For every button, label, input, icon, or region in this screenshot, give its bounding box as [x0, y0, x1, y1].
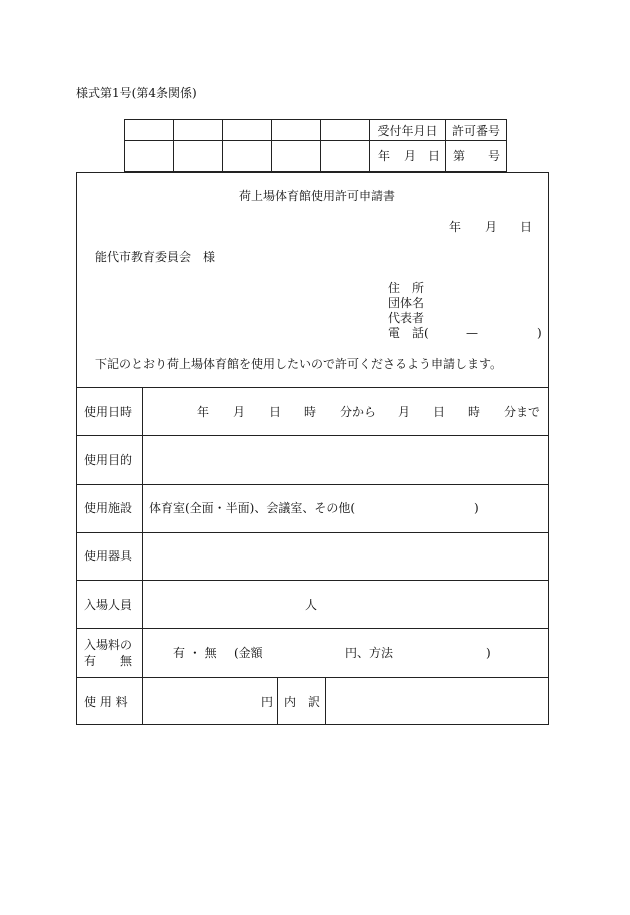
received-year: 年	[378, 149, 391, 163]
fee-yen: 円	[261, 695, 274, 709]
stamp-cell[interactable]	[174, 120, 223, 141]
stamp-cell[interactable]	[125, 141, 174, 172]
start-month: 月	[233, 405, 246, 419]
application-year: 年	[449, 220, 462, 234]
attendance-field[interactable]	[143, 581, 549, 628]
usage-datetime-label: 使用日時	[84, 405, 133, 419]
admission-amount: (金額	[234, 646, 263, 660]
admission-options: 有 ・ 無	[173, 646, 217, 660]
stamp-cell[interactable]	[321, 141, 370, 172]
form-reference: 様式第1号(第4条関係)	[76, 86, 197, 100]
usage-facility-label: 使用施設	[84, 501, 133, 515]
stamp-cell[interactable]	[223, 120, 272, 141]
admission-label-line2: 有 無	[84, 654, 133, 668]
usage-purpose-field[interactable]	[143, 436, 549, 484]
phone-label: 電 話(	[388, 326, 429, 340]
stamp-cell[interactable]	[125, 120, 174, 141]
received-day: 日	[428, 149, 441, 163]
phone-dash: —	[466, 326, 478, 340]
usage-purpose-label: 使用目的	[84, 453, 133, 467]
stamp-cell[interactable]	[272, 120, 321, 141]
start-hour: 時	[304, 405, 317, 419]
representative-label: 代表者	[388, 311, 425, 325]
usage-equipment-field[interactable]	[143, 533, 549, 580]
group-name-label: 団体名	[388, 296, 425, 310]
facility-close: )	[474, 501, 479, 515]
usage-equipment-label: 使用器具	[84, 549, 133, 563]
addressee: 能代市教育委員会 様	[95, 250, 216, 264]
address-label: 住 所	[388, 281, 425, 295]
application-month: 月	[485, 220, 498, 234]
end-day: 日	[433, 405, 446, 419]
stamp-cell[interactable]	[223, 141, 272, 172]
end-month: 月	[398, 405, 411, 419]
fee-label: 使 用 料	[84, 695, 128, 709]
start-minute: 分から	[340, 405, 377, 419]
received-date-cell[interactable]	[370, 141, 446, 172]
admission-field[interactable]	[143, 629, 549, 677]
application-day: 日	[520, 220, 533, 234]
permit-number-cell[interactable]	[446, 141, 507, 172]
usage-facility-field[interactable]	[143, 485, 549, 532]
breakdown-field[interactable]	[326, 678, 549, 725]
permit-go: 号	[488, 149, 501, 163]
permit-dai: 第	[453, 149, 466, 163]
admission-close: )	[486, 646, 491, 660]
stamp-table	[124, 119, 507, 172]
admission-label-line1: 入場料の	[84, 638, 133, 652]
stamp-cell[interactable]	[321, 120, 370, 141]
stamp-cell[interactable]	[272, 141, 321, 172]
usage-datetime-field[interactable]	[143, 388, 549, 435]
phone-close: )	[537, 326, 542, 340]
admission-yen-method: 円、方法	[345, 646, 394, 660]
start-year: 年	[197, 405, 210, 419]
start-day: 日	[269, 405, 282, 419]
received-date-header: 受付年月日	[370, 120, 446, 141]
end-minute: 分まで	[504, 405, 541, 419]
form-title: 荷上場体育館使用許可申請書	[239, 189, 396, 203]
permit-number-header: 許可番号	[446, 120, 507, 141]
breakdown-label: 内 訳	[284, 695, 321, 709]
stamp-cell[interactable]	[174, 141, 223, 172]
attendance-unit: 人	[305, 598, 318, 612]
end-hour: 時	[468, 405, 481, 419]
facility-options: 体育室(全面・半面)、会議室、その他(	[149, 501, 356, 515]
application-statement: 下記のとおり荷上場体育館を使用したいので許可くださるよう申請します。	[95, 357, 503, 371]
fee-amount-field[interactable]	[143, 678, 277, 725]
received-month: 月	[404, 149, 417, 163]
attendance-label: 入場人員	[84, 598, 133, 612]
